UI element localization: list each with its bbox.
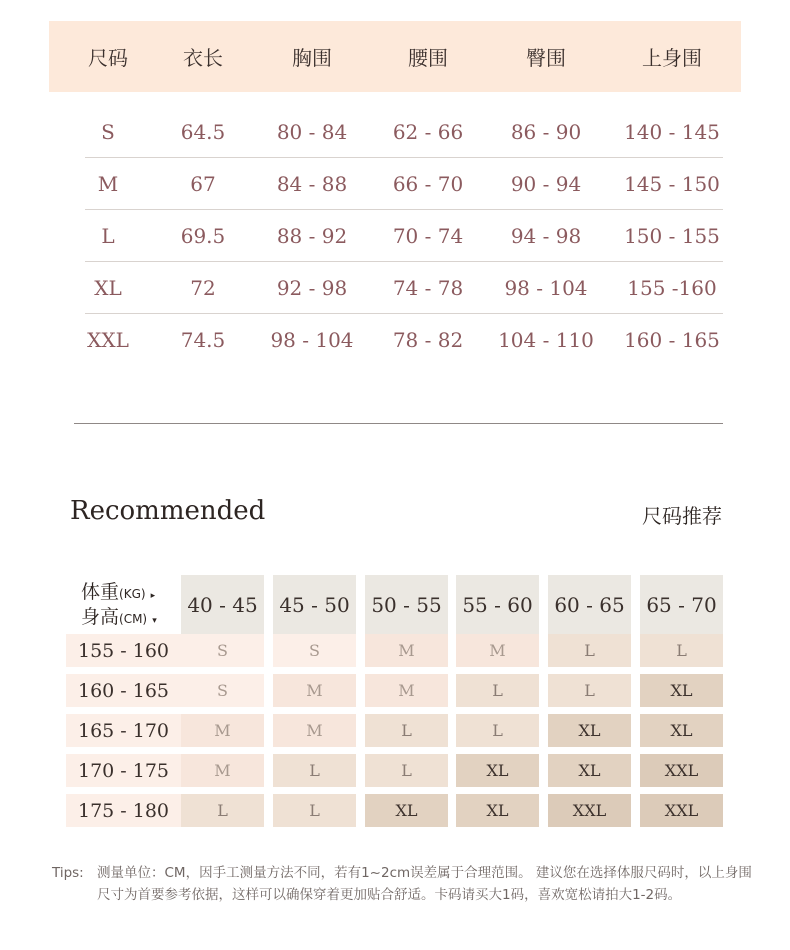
recommended-size-cell: XXL xyxy=(640,754,723,787)
section-divider xyxy=(74,423,723,424)
size-table-cell: 86 - 90 xyxy=(510,119,582,144)
size-header-cell: 衣长 xyxy=(183,46,223,70)
size-table-body xyxy=(85,106,723,366)
size-table-cell: 140 - 145 xyxy=(624,119,720,144)
size-table-cell: 145 - 150 xyxy=(624,171,720,196)
recommended-title: Recommended xyxy=(70,496,266,526)
size-table-cell: 66 - 70 xyxy=(392,171,464,196)
recommended-size-cell: S xyxy=(181,674,264,707)
recommended-size-cell: S xyxy=(273,634,356,667)
size-table-header xyxy=(49,21,741,92)
height-range-label: 175 - 180 xyxy=(66,794,181,827)
recommended-size-cell: M xyxy=(365,674,448,707)
size-table-cell: 150 - 155 xyxy=(624,223,720,248)
recommended-size-cell: XL xyxy=(548,714,631,747)
size-table-cell: 104 - 110 xyxy=(498,328,594,352)
weight-range-header: 60 - 65 xyxy=(548,575,631,634)
size-table-cell: 155 -160 xyxy=(627,275,717,300)
size-table-cell: 78 - 82 xyxy=(392,328,464,352)
size-table-cell: S xyxy=(101,119,115,144)
weight-range-header: 55 - 60 xyxy=(456,575,539,634)
size-table-cell: 98 - 104 xyxy=(504,275,588,300)
weight-range-header: 65 - 70 xyxy=(640,575,723,634)
height-range-label: 170 - 175 xyxy=(66,754,181,787)
height-label: 身高 xyxy=(81,606,120,628)
size-table-cell: 94 - 98 xyxy=(510,223,582,248)
size-table-cell: 90 - 94 xyxy=(510,171,582,196)
recommended-size-cell: L xyxy=(548,674,631,707)
weight-range-header: 40 - 45 xyxy=(181,575,264,634)
size-table-row xyxy=(85,106,723,158)
recommended-size-cell: XL xyxy=(548,754,631,787)
size-header-cell: 上身围 xyxy=(642,46,702,70)
size-table-cell: 160 - 165 xyxy=(624,328,720,352)
recommended-size-cell: M xyxy=(273,674,356,707)
size-table-cell: L xyxy=(101,223,115,248)
size-table-cell: 64.5 xyxy=(180,119,226,144)
size-table-cell: 74 - 78 xyxy=(392,275,464,300)
size-table-cell: 92 - 98 xyxy=(276,275,348,300)
arrow-down-icon: ▾ xyxy=(152,616,157,626)
recommended-size-cell: XL xyxy=(456,794,539,827)
recommended-size-cell: XXL xyxy=(640,794,723,827)
recommended-size-cell: L xyxy=(365,714,448,747)
size-header-cell: 尺码 xyxy=(88,46,128,70)
size-table-cell: 70 - 74 xyxy=(392,223,464,248)
tips-prefix: Tips: xyxy=(52,865,84,881)
size-table-row xyxy=(85,262,723,314)
size-table-cell: M xyxy=(97,171,119,196)
tips-text: 测量单位：CM，因手工测量方法不同，若有1~2cm误差属于合理范围。 建议您在选择体服尺码时，以上身围尺寸为首要参考依据，这样可以确保穿着更加贴合舒适。卡码请买大1码，喜欢宽松请拍大1-2码。 xyxy=(97,865,752,903)
size-table-cell: 80 - 84 xyxy=(276,119,348,144)
size-table-row xyxy=(85,314,723,366)
weight-range-header: 50 - 55 xyxy=(365,575,448,634)
recommended-size-cell: L xyxy=(273,754,356,787)
size-header-cell: 臀围 xyxy=(526,46,566,70)
recommended-size-cell: XL xyxy=(365,794,448,827)
size-table-cell: 84 - 88 xyxy=(276,171,348,196)
recommended-size-cell: XL xyxy=(640,674,723,707)
size-table-cell: 98 - 104 xyxy=(270,328,354,352)
height-range-label: 165 - 170 xyxy=(66,714,181,747)
height-range-label: 160 - 165 xyxy=(66,674,181,707)
recommended-size-cell: S xyxy=(181,634,264,667)
height-unit: (CM) xyxy=(119,612,148,626)
size-table-cell: 62 - 66 xyxy=(392,119,464,144)
size-table-cell: 74.5 xyxy=(180,328,226,352)
recommended-size-cell: L xyxy=(456,674,539,707)
recommended-size-cell: M xyxy=(456,634,539,667)
weight-label: 体重 xyxy=(81,581,120,603)
size-table-cell: 72 xyxy=(190,275,216,300)
recommended-size-cell: L xyxy=(640,634,723,667)
weight-axis-label xyxy=(81,577,155,604)
weight-range-header: 45 - 50 xyxy=(273,575,356,634)
recommended-size-cell: L xyxy=(548,634,631,667)
recommended-size-cell: L xyxy=(456,714,539,747)
height-range-label: 155 - 160 xyxy=(66,634,181,667)
recommended-size-cell: L xyxy=(181,794,264,827)
recommended-size-cell: L xyxy=(365,754,448,787)
height-axis-label xyxy=(81,602,157,629)
weight-unit: (KG) xyxy=(119,587,146,601)
tips-note xyxy=(52,862,752,906)
size-table-cell: 67 xyxy=(190,171,216,196)
recommended-title-cn: 尺码推荐 xyxy=(642,504,722,528)
recommended-size-cell: M xyxy=(181,754,264,787)
recommended-size-cell: XXL xyxy=(548,794,631,827)
size-table-cell: 69.5 xyxy=(180,223,226,248)
recommended-size-cell: M xyxy=(365,634,448,667)
recommended-size-cell: M xyxy=(273,714,356,747)
size-table-row xyxy=(85,158,723,210)
recommended-size-cell: L xyxy=(273,794,356,827)
size-table-cell: XXL xyxy=(87,328,129,352)
recommended-size-cell: M xyxy=(181,714,264,747)
size-table-cell: 88 - 92 xyxy=(276,223,348,248)
size-header-cell: 腰围 xyxy=(408,46,448,70)
arrow-right-icon: ▸ xyxy=(150,591,156,601)
size-table-cell: XL xyxy=(94,275,122,300)
size-header-cell: 胸围 xyxy=(292,46,332,70)
recommended-size-cell: XL xyxy=(456,754,539,787)
recommended-size-cell: XL xyxy=(640,714,723,747)
size-table-row xyxy=(85,210,723,262)
